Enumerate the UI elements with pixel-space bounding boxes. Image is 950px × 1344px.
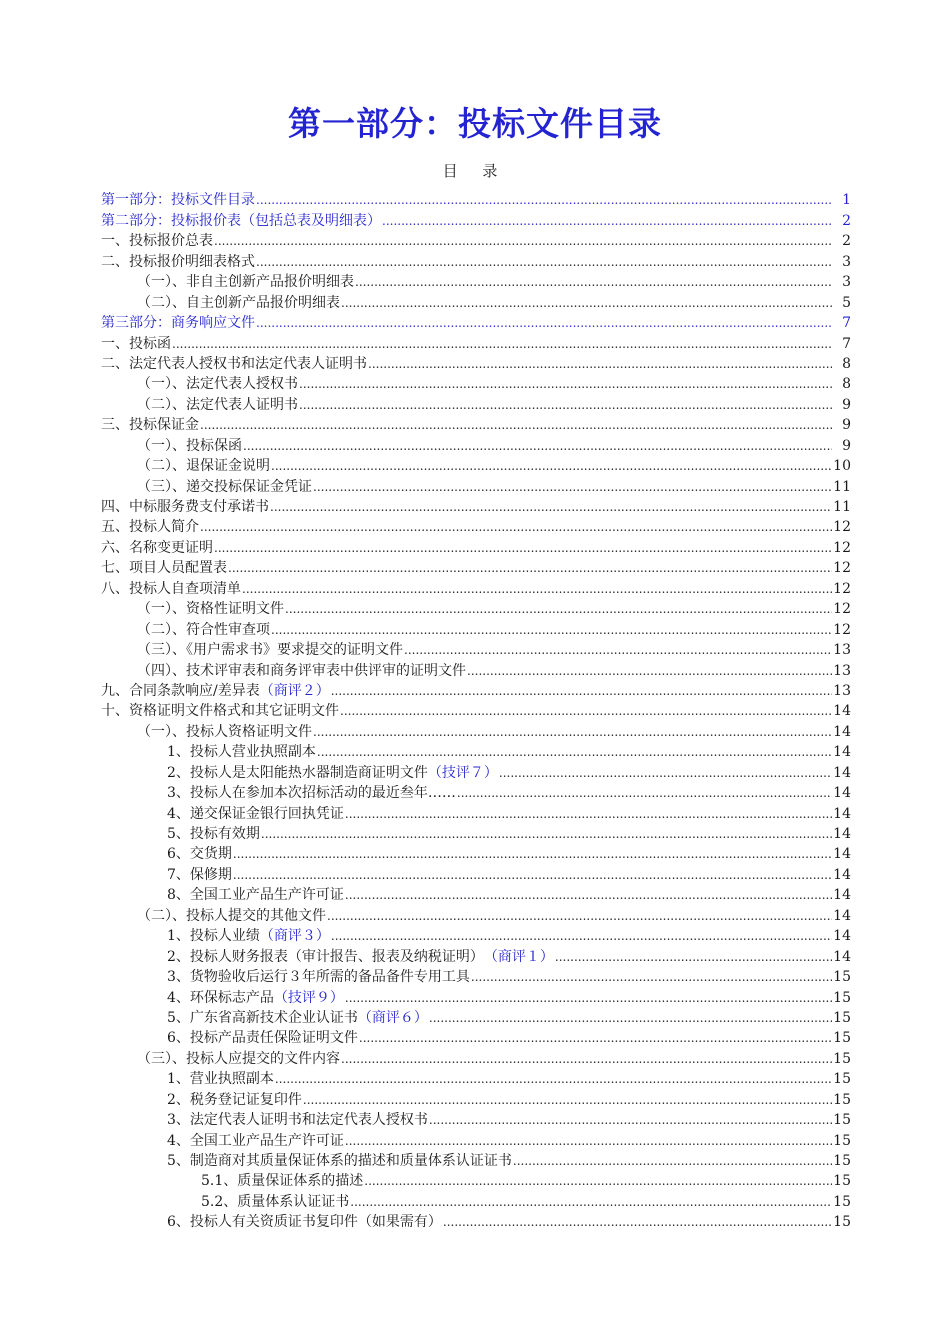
- toc-dot-leader: [350, 1193, 832, 1211]
- toc-dot-leader: [233, 866, 832, 884]
- toc-dot-leader: [467, 662, 832, 680]
- toc-entry-label: 7、保修期: [167, 866, 232, 883]
- toc-page-number: 15: [833, 1132, 851, 1149]
- toc-page-number: 14: [833, 887, 851, 904]
- toc-entry[interactable]: [101, 250, 851, 270]
- toc-dot-leader: [243, 437, 832, 455]
- toc-page-number: 11: [833, 499, 851, 515]
- toc-page-number: 11: [833, 478, 851, 495]
- toc-entry-label: 4、环保标志产品: [167, 989, 274, 1006]
- toc-entry-reference: （商评１）: [483, 948, 554, 965]
- toc-entry-label: 6、投标人有关资质证书复印件（如果需有）: [167, 1214, 442, 1231]
- toc-page-number: 2: [842, 212, 851, 229]
- toc-entry[interactable]: [101, 843, 851, 863]
- toc-page-number: 14: [833, 805, 851, 822]
- toc-dot-leader: [313, 723, 832, 741]
- toc-entry-label: （二）、法定代表人证明书: [137, 396, 298, 413]
- toc-page-number: 5: [842, 294, 851, 311]
- toc-page-number: 3: [842, 253, 851, 270]
- toc-entry[interactable]: [101, 1129, 851, 1149]
- toc-dot-leader: [345, 886, 832, 904]
- toc-dot-leader: [242, 580, 832, 598]
- toc-entry-label: 五、投标人简介: [101, 519, 199, 536]
- toc-entry-label: 3、货物验收后运行３年所需的备品备件专用工具: [167, 969, 470, 986]
- toc-page-number: 15: [833, 1030, 851, 1047]
- toc-entry-label: 八、投标人自查项清单: [101, 580, 241, 597]
- toc-dot-leader: [341, 294, 832, 312]
- toc-entry[interactable]: [101, 782, 851, 802]
- toc-entry[interactable]: [101, 802, 851, 822]
- toc-entry[interactable]: [101, 353, 851, 373]
- toc-dot-leader: [256, 253, 832, 271]
- toc-entry-label: 5、广东省高新技术企业认证书: [167, 1009, 358, 1026]
- toc-entry[interactable]: [101, 720, 851, 740]
- toc-page-number: 15: [833, 1050, 851, 1067]
- toc-entry[interactable]: [101, 1027, 851, 1047]
- toc-page-number: 12: [833, 601, 851, 618]
- toc-entry[interactable]: [101, 904, 851, 924]
- toc-entry[interactable]: [101, 761, 851, 781]
- toc-entry-label: 6、投标产品责任保险证明文件: [167, 1030, 358, 1047]
- toc-entry[interactable]: [101, 516, 851, 536]
- toc-entry[interactable]: [101, 209, 851, 229]
- toc-page-number: 15: [833, 1173, 851, 1190]
- toc-dot-leader: [499, 764, 832, 782]
- toc-dot-leader: [214, 232, 832, 250]
- toc-entry-label: 6、交货期: [167, 846, 232, 863]
- toc-dot-leader: [200, 416, 832, 434]
- toc-page-number: 14: [833, 785, 851, 802]
- toc-entry-reference: （技评７）: [427, 764, 498, 781]
- toc-entry[interactable]: [101, 1150, 851, 1170]
- toc-entry[interactable]: [101, 680, 851, 700]
- toc-entry[interactable]: [101, 925, 851, 945]
- toc-entry-label: 四、中标服务费支付承诺书: [101, 499, 269, 515]
- toc-dot-leader: [256, 314, 832, 332]
- toc-entry-label: （二）、自主创新产品报价明细表: [137, 294, 340, 311]
- toc-entry-label: （一）、非自主创新产品报价明细表: [137, 274, 354, 291]
- toc-dot-leader: [299, 396, 832, 414]
- toc-entry-label: （四）、技术评审表和商务评审表中供评审的证明文件: [137, 662, 466, 679]
- toc-page-number: 12: [833, 539, 851, 556]
- toc-page-number: 12: [833, 560, 851, 577]
- toc-entry[interactable]: [101, 577, 851, 597]
- toc-page-number: 12: [833, 580, 851, 597]
- toc-entry-label: （一）、法定代表人授权书: [137, 376, 298, 393]
- toc-entry[interactable]: [101, 741, 851, 761]
- toc-entry-label: 5、制造商对其质量保证体系的描述和质量体系认证证书: [167, 1153, 512, 1169]
- toc-entry-label: 一、投标函: [101, 335, 171, 352]
- toc-entry[interactable]: [101, 700, 851, 720]
- toc-entry[interactable]: [101, 373, 851, 393]
- toc-entry-reference: （商评２）: [259, 682, 330, 699]
- toc-dot-leader: [382, 212, 832, 230]
- toc-page-number: 14: [833, 866, 851, 883]
- toc-page-number: 13: [833, 662, 851, 679]
- toc-entry-label: 4、全国工业产品生产许可证: [167, 1132, 344, 1149]
- toc-dot-leader: [271, 621, 832, 639]
- toc-entry-label: 3、投标人在参加本次招标活动的最近叁年……: [167, 785, 456, 802]
- toc-page-number: 8: [842, 355, 851, 372]
- toc-dot-leader: [317, 743, 832, 761]
- toc-page-number: 14: [833, 826, 851, 842]
- toc-entry-label: 第二部分：投标报价表（包括总表及明细表）: [101, 212, 381, 229]
- toc-entry[interactable]: [101, 414, 851, 434]
- toc-entry-label: （三）、投标人应提交的文件内容: [137, 1050, 340, 1067]
- toc-entry[interactable]: [101, 1211, 851, 1231]
- toc-dot-leader: [299, 375, 832, 393]
- toc-page-number: 13: [833, 682, 851, 699]
- toc-dot-leader: [303, 1091, 832, 1109]
- toc-entry[interactable]: [101, 823, 851, 843]
- toc-dot-leader: [256, 191, 832, 209]
- toc-dot-leader: [429, 1009, 832, 1027]
- toc-page-number: 7: [842, 315, 851, 332]
- toc-entry-label: （二）、退保证金说明: [137, 458, 270, 475]
- table-of-contents: [101, 189, 851, 1231]
- toc-page-number: 1: [842, 192, 851, 209]
- toc-entry-label: （一）、投标保函: [137, 437, 242, 454]
- toc-dot-leader: [340, 702, 832, 720]
- toc-dot-leader: [457, 784, 832, 802]
- toc-dot-leader: [429, 1111, 832, 1129]
- toc-dot-leader: [364, 1172, 832, 1190]
- toc-entry[interactable]: [101, 598, 851, 618]
- toc-entry[interactable]: [101, 230, 851, 250]
- toc-entry-label: 第三部分：商务响应文件: [101, 315, 255, 332]
- toc-dot-leader: [275, 1070, 832, 1088]
- toc-entry-label: 1、投标人营业执照副本: [167, 744, 316, 761]
- toc-dot-leader: [233, 845, 832, 863]
- toc-page-number: 14: [833, 744, 851, 761]
- toc-entry-label: 8、全国工业产品生产许可证: [167, 887, 344, 904]
- toc-entry[interactable]: [101, 1047, 851, 1067]
- toc-entry-label: （三）、《用户需求书》要求提交的证明文件: [137, 642, 403, 659]
- toc-dot-leader: [443, 1213, 832, 1231]
- toc-page-number: 12: [833, 519, 851, 536]
- toc-entry-label: （一）、投标人资格证明文件: [137, 723, 312, 740]
- toc-page-number: 10: [833, 458, 851, 475]
- toc-page-number: 15: [833, 989, 851, 1006]
- toc-entry[interactable]: [101, 475, 851, 495]
- toc-page-number: 13: [833, 642, 851, 659]
- toc-dot-leader: [200, 518, 832, 536]
- toc-page-number: 14: [833, 764, 851, 781]
- toc-heading: 目 录: [442, 162, 508, 180]
- toc-dot-leader: [285, 600, 832, 618]
- toc-entry-label: 2、投标人是太阳能热水器制造商证明文件: [167, 764, 428, 781]
- toc-dot-leader: [331, 682, 832, 700]
- toc-dot-leader: [355, 273, 832, 291]
- toc-entry-label: 十、资格证明文件格式和其它证明文件: [101, 703, 339, 720]
- toc-entry[interactable]: [101, 189, 851, 209]
- toc-entry[interactable]: [101, 291, 851, 311]
- toc-dot-leader: [172, 335, 832, 353]
- toc-entry[interactable]: [101, 618, 851, 638]
- toc-page-number: 7: [842, 335, 851, 352]
- toc-entry[interactable]: [101, 332, 851, 352]
- toc-entry-label: （二）、投标人提交的其他文件: [137, 907, 326, 924]
- toc-entry[interactable]: [101, 536, 851, 556]
- toc-page-number: 9: [842, 417, 851, 434]
- toc-entry[interactable]: [101, 557, 851, 577]
- toc-entry[interactable]: [101, 986, 851, 1006]
- toc-dot-leader: [404, 641, 832, 659]
- toc-page-number: 3: [842, 274, 851, 291]
- toc-entry-label: 4、递交保证金银行回执凭证: [167, 805, 344, 822]
- toc-entry-label: （二）、符合性审查项: [137, 621, 270, 638]
- toc-page-number: 15: [833, 1112, 851, 1129]
- toc-dot-leader: [341, 1050, 832, 1068]
- toc-entry-label: 1、投标人业绩: [167, 928, 260, 945]
- toc-dot-leader: [270, 498, 832, 516]
- toc-entry-label: 5.1、质量保证体系的描述: [201, 1173, 364, 1190]
- toc-entry[interactable]: [101, 1109, 851, 1129]
- toc-page-number: 12: [833, 621, 851, 638]
- toc-entry-label: 3、法定代表人证明书和法定代表人授权书: [167, 1112, 428, 1129]
- toc-entry[interactable]: [101, 1088, 851, 1108]
- toc-entry[interactable]: [101, 639, 851, 659]
- toc-page-number: 2: [842, 233, 851, 250]
- toc-entry[interactable]: [101, 455, 851, 475]
- toc-dot-leader: [331, 927, 832, 945]
- toc-entry[interactable]: [101, 1190, 851, 1210]
- toc-page-number: 9: [842, 396, 851, 413]
- toc-entry-label: （三）、递交投标保证金凭证: [137, 478, 312, 495]
- toc-entry-label: 一、投标报价总表: [101, 233, 213, 250]
- toc-page-number: 14: [833, 846, 851, 863]
- toc-entry-label: 1、营业执照副本: [167, 1071, 274, 1088]
- toc-entry-reference: （商评６）: [357, 1009, 428, 1026]
- toc-page-number: 14: [833, 907, 851, 924]
- toc-page-number: 9: [842, 437, 851, 454]
- toc-dot-leader: [345, 805, 832, 823]
- toc-entry-label: 三、投标保证金: [101, 417, 199, 434]
- page-title: 第一部分：投标文件目录: [288, 104, 662, 143]
- toc-entry-label: 2、税务登记证复印件: [167, 1091, 302, 1108]
- toc-entry[interactable]: [101, 884, 851, 904]
- toc-entry-label: 二、法定代表人授权书和法定代表人证明书: [101, 355, 367, 372]
- toc-dot-leader: [345, 989, 832, 1007]
- toc-entry-label: 第一部分：投标文件目录: [101, 192, 255, 209]
- toc-dot-leader: [214, 539, 832, 557]
- toc-entry[interactable]: [101, 1007, 851, 1027]
- toc-dot-leader: [555, 948, 832, 966]
- toc-entry-label: 九、合同条款响应/差异表: [101, 682, 260, 699]
- toc-dot-leader: [359, 1029, 832, 1047]
- toc-dot-leader: [261, 825, 832, 843]
- toc-page-number: 15: [833, 1071, 851, 1088]
- toc-entry-label: 5.2、质量体系认证证书: [201, 1193, 350, 1210]
- toc-entry-label: 二、投标报价明细表格式: [101, 253, 255, 270]
- toc-page-number: 14: [833, 703, 851, 720]
- toc-dot-leader: [345, 1132, 832, 1150]
- toc-entry[interactable]: [101, 434, 851, 454]
- toc-entry[interactable]: [101, 1170, 851, 1190]
- toc-entry[interactable]: [101, 271, 851, 291]
- toc-page-number: 15: [833, 1153, 851, 1169]
- toc-entry-reference: （商评３）: [259, 928, 330, 945]
- toc-dot-leader: [228, 559, 832, 577]
- toc-page-number: 14: [833, 723, 851, 740]
- toc-page-number: 15: [833, 1009, 851, 1026]
- toc-page-number: 14: [833, 948, 851, 965]
- toc-entry-reference: （技评９）: [273, 989, 344, 1006]
- toc-page-number: 15: [833, 969, 851, 986]
- toc-dot-leader: [471, 968, 832, 986]
- toc-entry[interactable]: [101, 496, 851, 516]
- toc-entry[interactable]: [101, 863, 851, 883]
- toc-dot-leader: [271, 457, 832, 475]
- toc-entry[interactable]: [101, 945, 851, 965]
- toc-entry[interactable]: [101, 1068, 851, 1088]
- toc-entry-label: 七、项目人员配置表: [101, 560, 227, 577]
- toc-dot-leader: [513, 1152, 832, 1170]
- toc-dot-leader: [313, 478, 832, 496]
- toc-entry[interactable]: [101, 312, 851, 332]
- toc-entry-label: （一）、资格性证明文件: [137, 601, 284, 618]
- toc-page-number: 15: [833, 1091, 851, 1108]
- toc-entry[interactable]: [101, 659, 851, 679]
- toc-dot-leader: [327, 907, 832, 925]
- toc-entry-label: 六、名称变更证明: [101, 539, 213, 556]
- toc-entry-label: 5、投标有效期: [167, 826, 260, 842]
- toc-page-number: 15: [833, 1214, 851, 1231]
- toc-dot-leader: [368, 355, 832, 373]
- toc-entry-label: 2、投标人财务报表（审计报告、报表及纳税证明）: [167, 948, 484, 965]
- toc-page-number: 15: [833, 1193, 851, 1210]
- toc-page-number: 14: [833, 928, 851, 945]
- toc-page-number: 8: [842, 376, 851, 393]
- toc-entry[interactable]: [101, 966, 851, 986]
- toc-entry[interactable]: [101, 393, 851, 413]
